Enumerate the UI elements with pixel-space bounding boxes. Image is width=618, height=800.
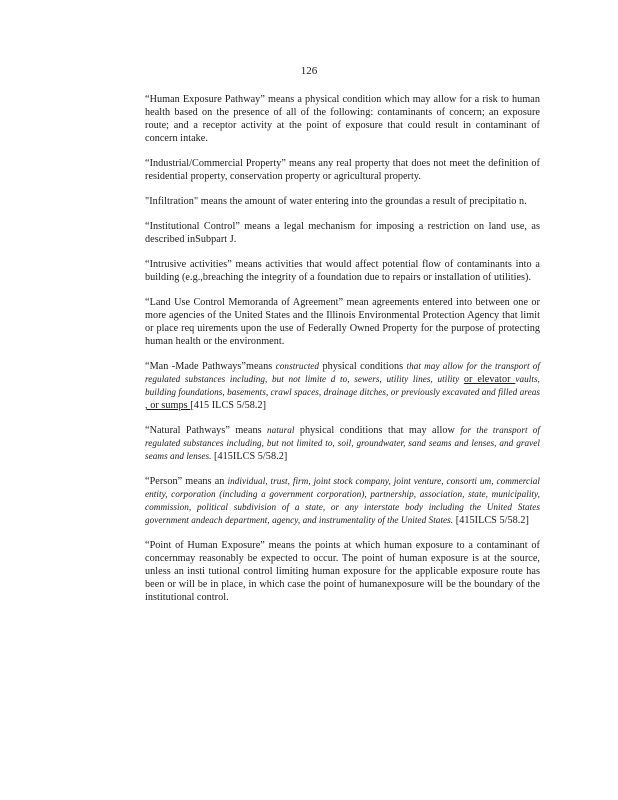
definition-text: individual, trust, firm, joint stock company, joint venture, consorti um, commercial entity, corporation (including a government corporation), partnership, association, state, municipality, commission, political subdivision of a state, or any interstate body including the United States government andeach department, agency, and instrumentality of the United States.: [145, 476, 540, 525]
definition-paragraph: [145, 296, 540, 348]
definition-text: [415 ILCS 5/58.2]: [190, 400, 267, 411]
definition-text: constructed: [275, 361, 320, 371]
definition-text: physical conditions: [319, 361, 407, 372]
definition-text: “Man -Made Pathways”means: [145, 361, 276, 372]
definition-paragraph: [145, 424, 540, 463]
definition-paragraph: [145, 360, 540, 412]
definition-text: “Intrusive activities” means activities that would affect potential flow of contaminants into a building (e.g.,breaching the integrity of a foundation due to repairs or installation of utilities).: [145, 259, 540, 283]
definition-paragraph: [145, 258, 540, 284]
definition-paragraph: [145, 93, 540, 145]
definition-text: “Natural Pathways” means: [145, 425, 268, 436]
definition-text: physical conditions that may allow: [294, 425, 461, 436]
definition-text: “Institutional Control” means a legal mechanism for imposing a restriction on land use, as described inSubpart J.: [145, 221, 540, 245]
definition-text: [415ILCS 5/58.2]: [211, 451, 288, 462]
definition-text: “Point of Human Exposure” means the points at which human exposure to a contaminant of concernmay reasonably be expected to occur. The point of human exposure is at the source, unless an insti tutional control limiting human exposure for the applicable exposure route has been or will be in place, in which case the point of humanexposure will be the boundary of the institutional control.: [145, 540, 540, 603]
definition-text: “Human Exposure Pathway” means a physical condition which may allow for a risk to human health based on the presence of all of the following: contaminants of concern; an exposure route; and a receptor activity at the point of exposure that could result in contaminant of concern intake.: [145, 94, 540, 144]
definition-paragraph: [145, 539, 540, 604]
definition-text: natural: [267, 425, 295, 435]
definition-text: that may allow for the transport of regulated substances including, but not limite d to, sewers, utility lines, utility: [145, 361, 540, 384]
definition-text: “Land Use Control Memoranda of Agreement” mean agreements entered into between one or more agencies of the United States and the Illinois Environmental Protection Agency that limit or place req uirements upon the use of Federally Owned Property for the purpose of protecting human health or the environment.: [145, 297, 540, 347]
definition-text: "Infiltration" means the amount of water entering into the groundas a result of precipitatio n.: [145, 196, 527, 207]
definition-paragraph: [145, 475, 540, 527]
definition-text: “Industrial/Commercial Property” means any real property that does not meet the definition of residential property, conservation property or agricultural property.: [145, 158, 540, 182]
definition-paragraph: [145, 220, 540, 246]
definition-text: [415ILCS 5/58.2]: [453, 515, 529, 526]
definition-text: for the transport of regulated substances including, but not limited to, soil, groundwater, sand seams and lenses, and gravel seams and lenses.: [145, 425, 540, 461]
definition-paragraph: [145, 195, 540, 208]
definition-text: , or sumps: [145, 400, 191, 411]
definition-text: vaults, building foundations, basements, crawl spaces, drainage ditches, or previously excavated and filled areas: [145, 374, 540, 397]
definitions-body: [145, 93, 540, 616]
definition-text: or elevator: [463, 374, 516, 385]
definition-paragraph: [145, 157, 540, 183]
definition-text: “Person” means an: [145, 476, 228, 487]
page-number: 126: [300, 65, 318, 77]
